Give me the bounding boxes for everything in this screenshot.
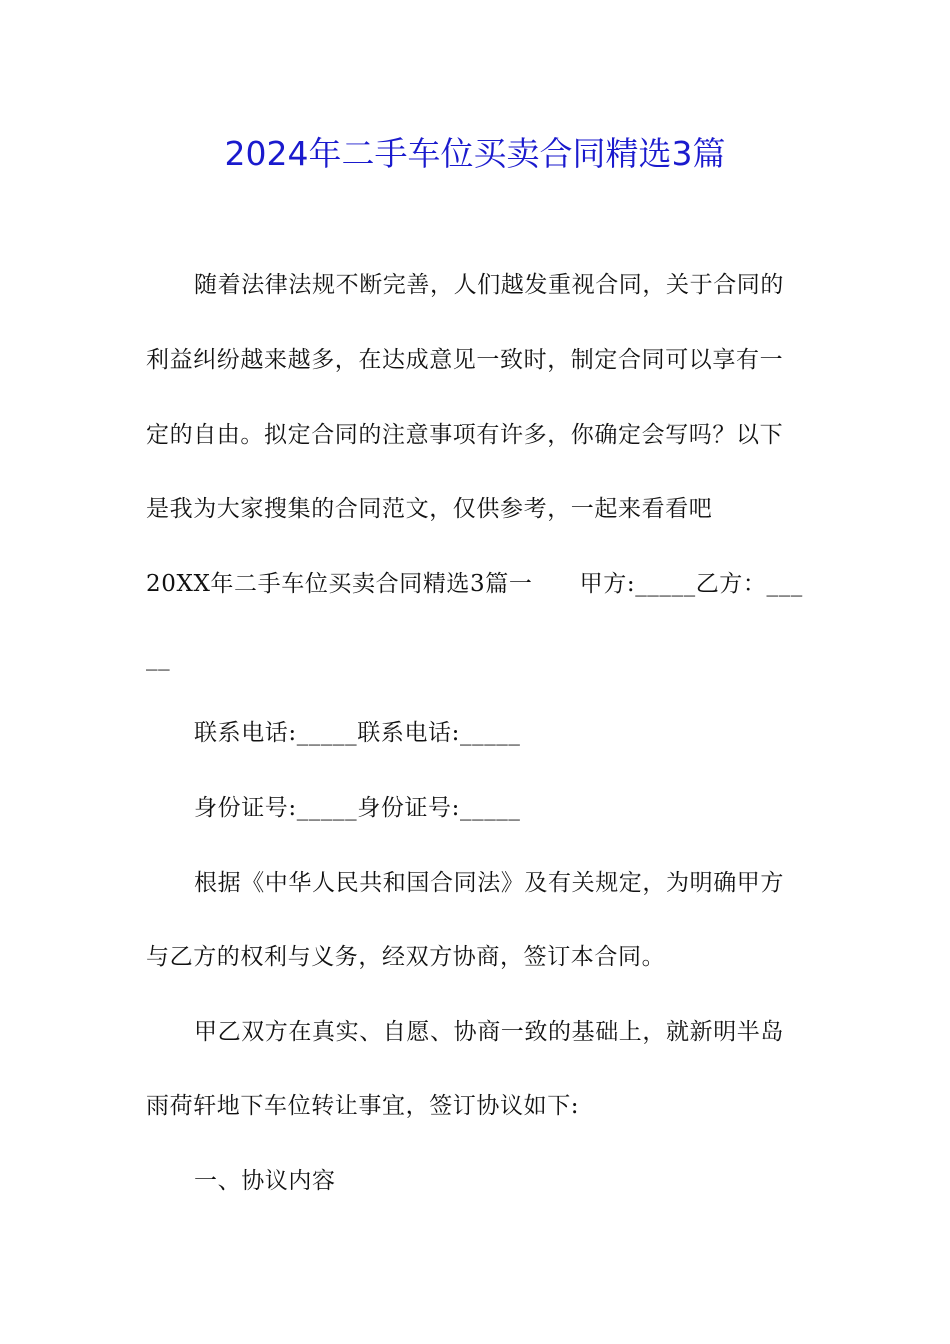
section-heading: 一、协议内容 — [194, 1168, 336, 1194]
paragraph-line: 雨荷轩地下车位转让事宜，签订协议如下: — [146, 1093, 580, 1119]
contact-phone-line: 联系电话:_____联系电话:_____ — [194, 720, 521, 746]
paragraph-line: 甲乙双方在真实、自愿、协商一致的基础上，就新明半岛 — [194, 1019, 784, 1045]
paragraph-line: 20XX年二手车位买卖合同精选3篇一 甲方:_____乙方：___ — [146, 571, 803, 597]
paragraph-line: 与乙方的权利与义务，经双方协商，签订本合同。 — [146, 944, 666, 970]
id-number-line: 身份证号:_____身份证号:_____ — [194, 795, 521, 821]
paragraph-line: 根据《中华人民共和国合同法》及有关规定，为明确甲方 — [194, 870, 784, 896]
paragraph-line: 随着法律法规不断完善，人们越发重视合同，关于合同的 — [194, 272, 784, 298]
paragraph-line: 定的自由。拟定合同的注意事项有许多，你确定会写吗？以下 — [146, 422, 784, 448]
paragraph-line: 是我为大家搜集的合同范文，仅供参考，一起来看看吧 — [146, 496, 713, 522]
paragraph-line: __ — [146, 645, 171, 671]
document-title: 2024年二手车位买卖合同精选3篇 — [224, 134, 726, 173]
paragraph-line: 利益纠纷越来越多，在达成意见一致时，制定合同可以享有一 — [146, 347, 784, 373]
